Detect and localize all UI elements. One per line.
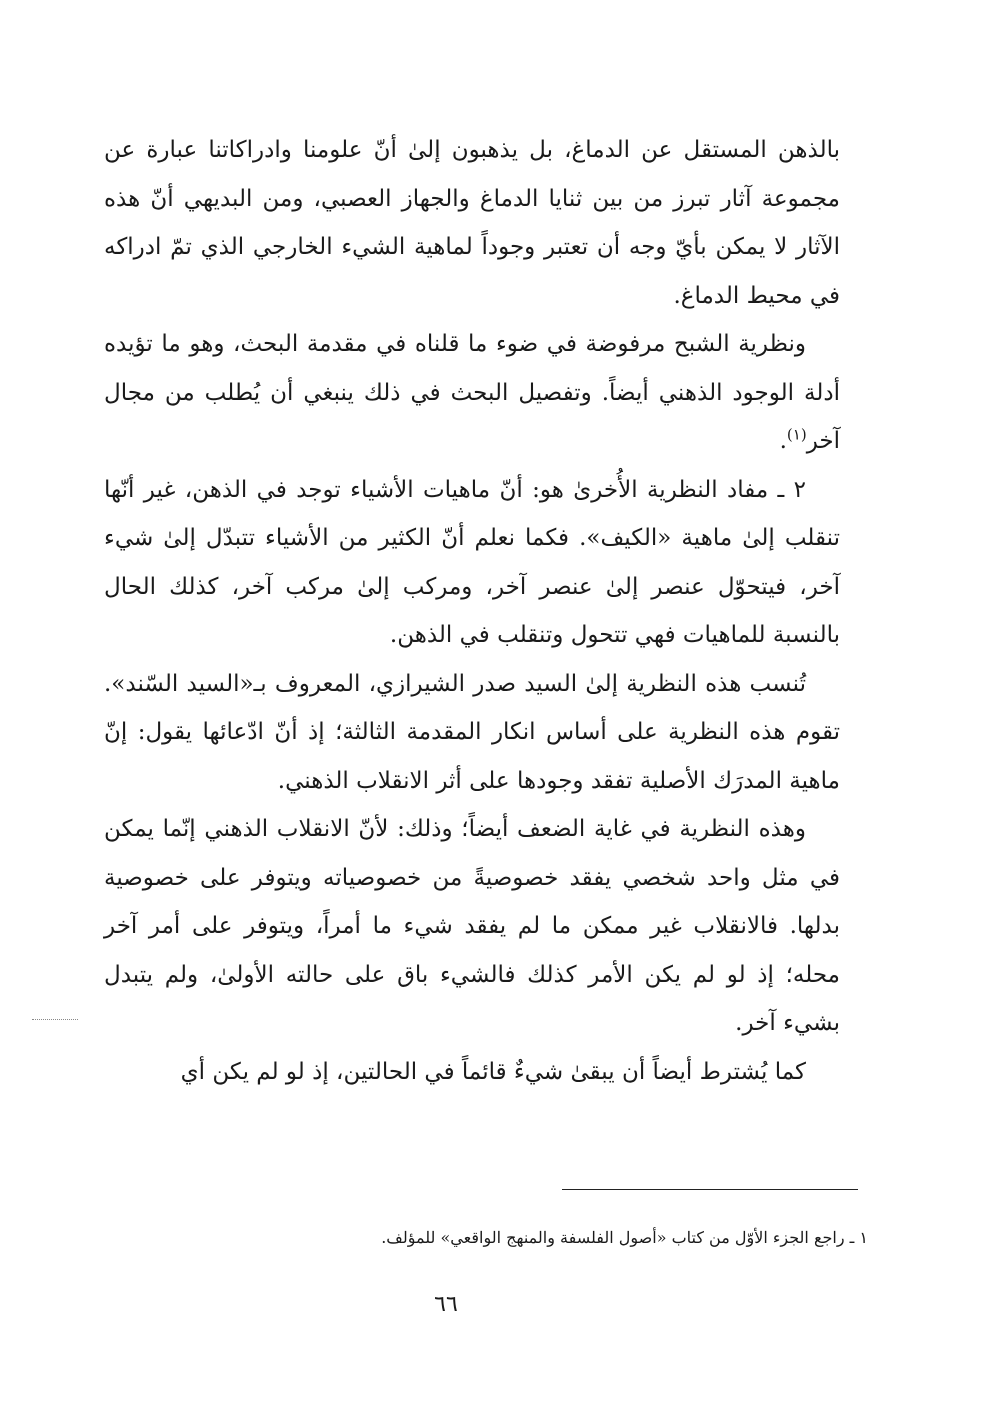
body-text (104, 126, 840, 1096)
page-number: ٦٦ (434, 1292, 458, 1317)
paragraph-3: ٢ ـ مفاد النظرية الأُخرىٰ هو: أنّ ماهيات الأشياء توجد في الذهن، غير أنّها تنقلب إلىٰ ماهية «الكيف». فكما نعلم أنّ الكثير من الأشياء تتبدّل إلىٰ شيء آخر، فيتحوّل عنصر إلىٰ عنصر آخر، ومركب إلىٰ مركب آخر، كذلك الحال بالنسبة للماهيات فهي تتحول وتنقلب في الذهن. (104, 476, 840, 648)
footnote: ١ ـ راجع الجزء الأوّل من كتاب «أصول الفلسفة والمنهج الواقعي» للمؤلف. (381, 1228, 868, 1247)
paragraph-2 (104, 320, 840, 466)
footnote-divider (562, 1189, 858, 1190)
paragraph-1: بالذهن المستقل عن الدماغ، بل يذهبون إلىٰ أنّ علومنا وادراكاتنا عبارة عن مجموعة آثار تبرز من بين ثنايا الدماغ والجهاز العصبي، ومن البديهي أنّ هذه الآثار لا يمكن بأيّ وجه أن تعتبر وجوداً لماهية الشيء الخارجي الذي تمّ ادراكه في محيط الدماغ. (104, 137, 840, 309)
margin-dots (32, 1019, 78, 1020)
paragraph-2-end: . (779, 428, 787, 454)
paragraph-5: وهذه النظرية في غاية الضعف أيضاً؛ وذلك: لأنّ الانقلاب الذهني إنّما يمكن في مثل واحد شخصي يفقد خصوصيةً من خصوصياته ويتوفر على خصوصية بدلها. فالانقلاب غير ممكن ما لم يفقد شيء ما أمراً، ويتوفر على أمر آخر محله؛ إذ لو لم يكن الأمر كذلك فالشيء باق على حالته الأولىٰ، ولم يتبدل بشيء آخر. (104, 816, 840, 1036)
footnote-marker: (١) (786, 425, 807, 444)
paragraph-2-text: ونظرية الشبح مرفوضة في ضوء ما قلناه في مقدمة البحث، وهو ما تؤيده أدلة الوجود الذهني أيضاً. وتفصيل البحث في ذلك ينبغي أن يُطلب من مجال آخر (104, 331, 840, 454)
paragraph-4: تُنسب هذه النظرية إلىٰ السيد صدر الشيرازي، المعروف بـ«السيد السّند». تقوم هذه النظرية على أساس انكار المقدمة الثالثة؛ إذ أنّ ادّعائها يقول: إنّ ماهية المدرَك الأصلية تفقد وجودها على أثر الانقلاب الذهني. (104, 670, 840, 794)
paragraph-6: كما يُشترط أيضاً أن يبقىٰ شيءٌ قائماً في الحالتين، إذ لو لم يكن أي (180, 1058, 806, 1085)
